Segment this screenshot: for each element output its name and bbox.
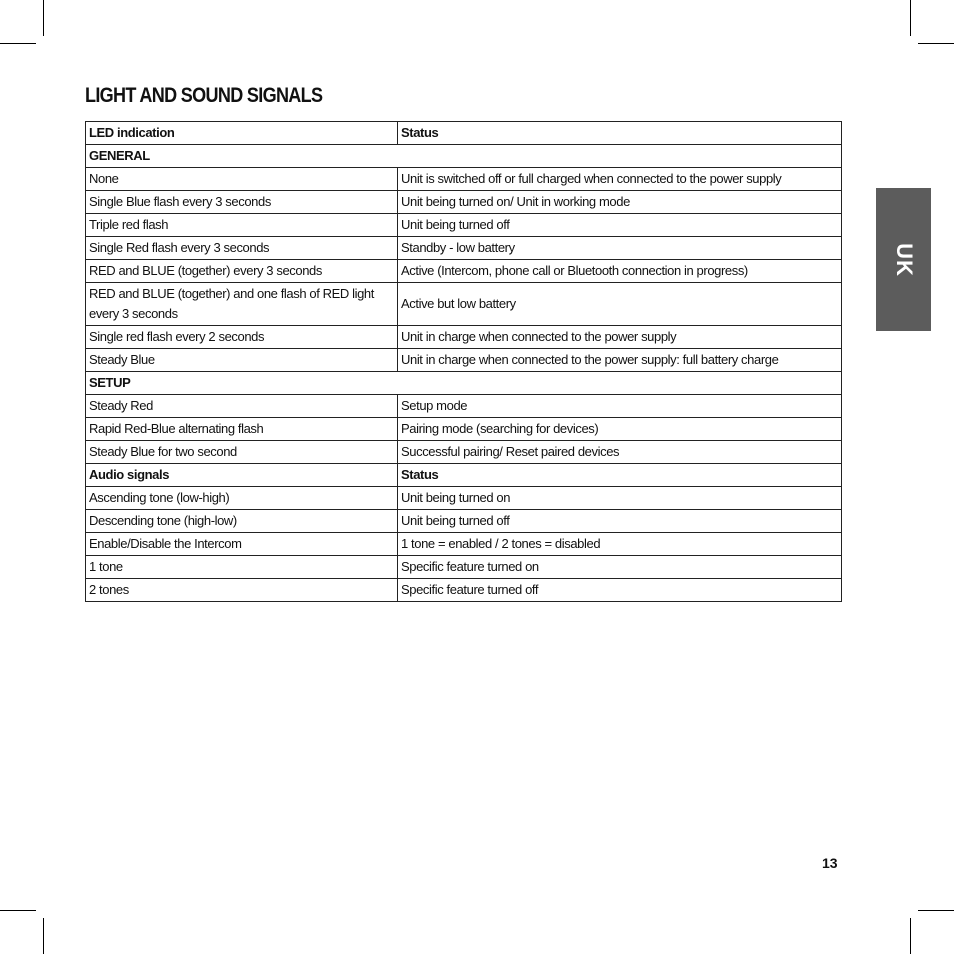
indication-cell: Steady Blue: [86, 349, 398, 372]
status-cell: Status: [398, 122, 842, 145]
table-row: [86, 441, 842, 464]
page-number: 13: [822, 855, 838, 871]
status-cell: Setup mode: [398, 395, 842, 418]
section-heading-cell: SETUP: [86, 372, 842, 395]
table-row: [86, 418, 842, 441]
crop-mark-bottom-right-h: [918, 910, 954, 911]
signals-table-body: [86, 122, 842, 602]
section-heading-cell: GENERAL: [86, 145, 842, 168]
indication-cell: Single Red flash every 3 seconds: [86, 237, 398, 260]
indication-cell: Single red flash every 2 seconds: [86, 326, 398, 349]
indication-cell: RED and BLUE (together) every 3 seconds: [86, 260, 398, 283]
crop-mark-top-right-v: [910, 0, 911, 36]
indication-cell: Triple red flash: [86, 214, 398, 237]
table-row: [86, 168, 842, 191]
crop-mark-bottom-right-v: [910, 918, 911, 954]
language-tab: [876, 188, 931, 331]
status-cell: Specific feature turned off: [398, 579, 842, 602]
indication-cell: None: [86, 168, 398, 191]
table-row: [86, 283, 842, 326]
status-cell: Status: [398, 464, 842, 487]
crop-mark-bottom-left-h: [0, 910, 36, 911]
table-section-row: [86, 372, 842, 395]
table-row: [86, 533, 842, 556]
status-cell: Unit being turned on/ Unit in working mode: [398, 191, 842, 214]
crop-mark-bottom-left-v: [43, 918, 44, 954]
indication-cell: Rapid Red-Blue alternating flash: [86, 418, 398, 441]
table-row: [86, 191, 842, 214]
status-cell: Unit is switched off or full charged when connected to the power supply: [398, 168, 842, 191]
page-title: LIGHT AND SOUND SIGNALS: [85, 84, 323, 107]
indication-cell: 2 tones: [86, 579, 398, 602]
status-cell: 1 tone = enabled / 2 tones = disabled: [398, 533, 842, 556]
table-row: [86, 510, 842, 533]
status-cell: Standby - low battery: [398, 237, 842, 260]
status-cell: Unit being turned off: [398, 510, 842, 533]
status-cell: Unit in charge when connected to the power supply: [398, 326, 842, 349]
table-row: [86, 556, 842, 579]
language-tab-label: UK: [891, 242, 917, 277]
table-header-row: [86, 122, 842, 145]
status-cell: Unit in charge when connected to the power supply: full battery charge: [398, 349, 842, 372]
status-cell: Unit being turned on: [398, 487, 842, 510]
status-cell: Successful pairing/ Reset paired devices: [398, 441, 842, 464]
table-row: [86, 326, 842, 349]
indication-cell: Audio signals: [86, 464, 398, 487]
signals-table: [85, 121, 842, 602]
indication-cell: RED and BLUE (together) and one flash of RED light every 3 seconds: [86, 283, 398, 326]
indication-cell: Ascending tone (low-high): [86, 487, 398, 510]
indication-cell: Descending tone (high-low): [86, 510, 398, 533]
indication-cell: Enable/Disable the Intercom: [86, 533, 398, 556]
indication-cell: Single Blue flash every 3 seconds: [86, 191, 398, 214]
status-cell: Active but low battery: [398, 283, 842, 326]
indication-cell: Steady Blue for two second: [86, 441, 398, 464]
crop-mark-top-left-v: [43, 0, 44, 36]
status-cell: Specific feature turned on: [398, 556, 842, 579]
indication-cell: Steady Red: [86, 395, 398, 418]
table-row: [86, 349, 842, 372]
table-row: [86, 395, 842, 418]
crop-mark-top-right-h: [918, 43, 954, 44]
table-row: [86, 260, 842, 283]
table-row: [86, 487, 842, 510]
table-header-row: [86, 464, 842, 487]
status-cell: Active (Intercom, phone call or Bluetooth connection in progress): [398, 260, 842, 283]
table-row: [86, 214, 842, 237]
status-cell: Unit being turned off: [398, 214, 842, 237]
crop-mark-top-left-h: [0, 43, 36, 44]
table-section-row: [86, 145, 842, 168]
status-cell: Pairing mode (searching for devices): [398, 418, 842, 441]
indication-cell: LED indication: [86, 122, 398, 145]
table-row: [86, 237, 842, 260]
table-row: [86, 579, 842, 602]
indication-cell: 1 tone: [86, 556, 398, 579]
